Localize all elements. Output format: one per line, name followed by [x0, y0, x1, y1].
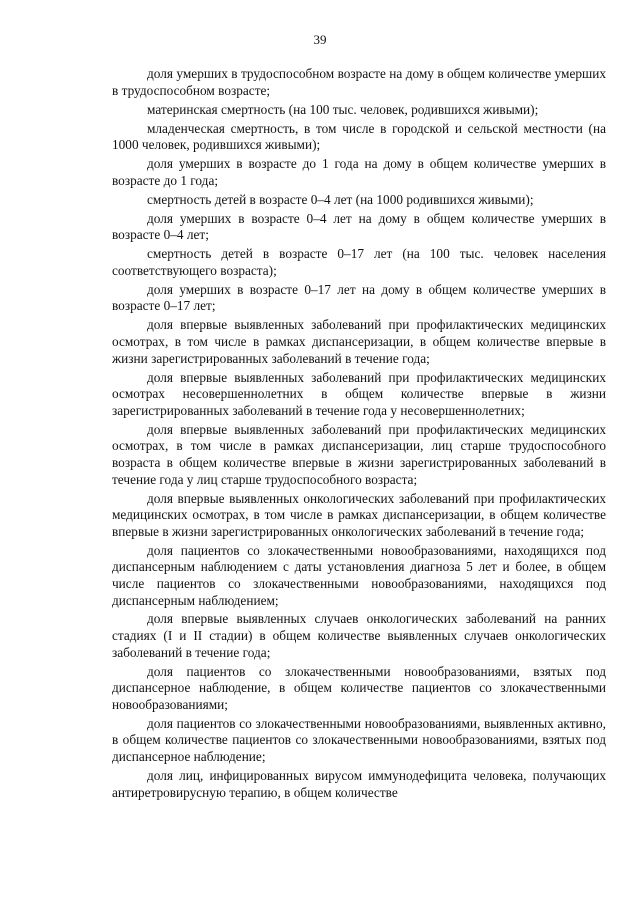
- paragraph: доля впервые выявленных заболеваний при профилактических медицинских осмотрах, в том числе в рамках диспансеризации, лиц старше трудоспособного возраста в общем количестве впервые в жизни зарегистрированных заболеваний в течение года у лиц старше трудоспособного возраста;: [112, 421, 606, 487]
- paragraph: смертность детей в возрасте 0–4 лет (на 1000 родившихся живыми);: [147, 191, 534, 207]
- paragraph: материнская смертность (на 100 тыс. человек, родившихся живыми);: [147, 101, 539, 117]
- paragraph: доля умерших в трудоспособном возрасте на дому в общем количестве умерших в трудоспособном возрасте;: [112, 66, 606, 98]
- paragraph: доля впервые выявленных случаев онкологических заболеваний на ранних стадиях (I и II стадии) в общем количестве выявленных случаев онкологических заболеваний в течение года;: [112, 611, 606, 660]
- paragraph: доля умерших в возрасте 0–4 лет на дому в общем количестве умерших в возрасте 0–4 лет;: [112, 210, 606, 243]
- paragraph: доля умерших в возрасте до 1 года на дому в общем количестве умерших в возрасте до 1 года;: [112, 156, 606, 188]
- paragraph: доля лиц, инфицированных вирусом иммунодефицита человека, получающих антиретровирусную терапию, в общем количестве: [112, 768, 606, 800]
- paragraph: младенческая смертность, в том числе в городской и сельской местности (на 1000 человек, родившихся живыми);: [112, 120, 606, 153]
- page-number: 39: [313, 32, 327, 47]
- paragraph: доля пациентов со злокачественными новообразованиями, выявленных активно, в общем количестве пациентов со злокачественными новообразованиями, взятых под диспансерное наблюдение;: [112, 715, 606, 765]
- document-body: [112, 66, 606, 804]
- paragraph: доля умерших в возрасте 0–17 лет на дому в общем количестве умерших в возрасте 0–17 лет;: [112, 281, 606, 314]
- paragraph: доля впервые выявленных заболеваний при профилактических медицинских осмотрах, в том числе в рамках диспансеризации, в общем количестве впервые в жизни зарегистрированных заболеваний в течение года;: [112, 317, 606, 366]
- paragraph: доля пациентов со злокачественными новообразованиями, находящихся под диспансерным наблюдением с даты установления диагноза 5 лет и более, в общем числе пациентов со злокачественными новообразованиями, находящихся под диспансерным наблюдением;: [112, 542, 606, 608]
- paragraph: доля впервые выявленных заболеваний при профилактических медицинских осмотрах несовершеннолетних в общем количестве впервые в жизни зарегистрированных заболеваний в течение года у несовершеннолетних;: [112, 369, 606, 418]
- paragraph: доля пациентов со злокачественными новообразованиями, взятых под диспансерное наблюдение, в общем количестве пациентов со злокачественными новообразованиями;: [112, 663, 606, 712]
- paragraph: доля впервые выявленных онкологических заболеваний при профилактических медицинских осмотрах, в том числе в рамках диспансеризации, в общем количестве впервые в жизни зарегистрированных онкологических заболеваний в течение года;: [112, 490, 606, 539]
- paragraph: смертность детей в возрасте 0–17 лет (на 100 тыс. человек населения соответствующего возраста);: [112, 246, 606, 278]
